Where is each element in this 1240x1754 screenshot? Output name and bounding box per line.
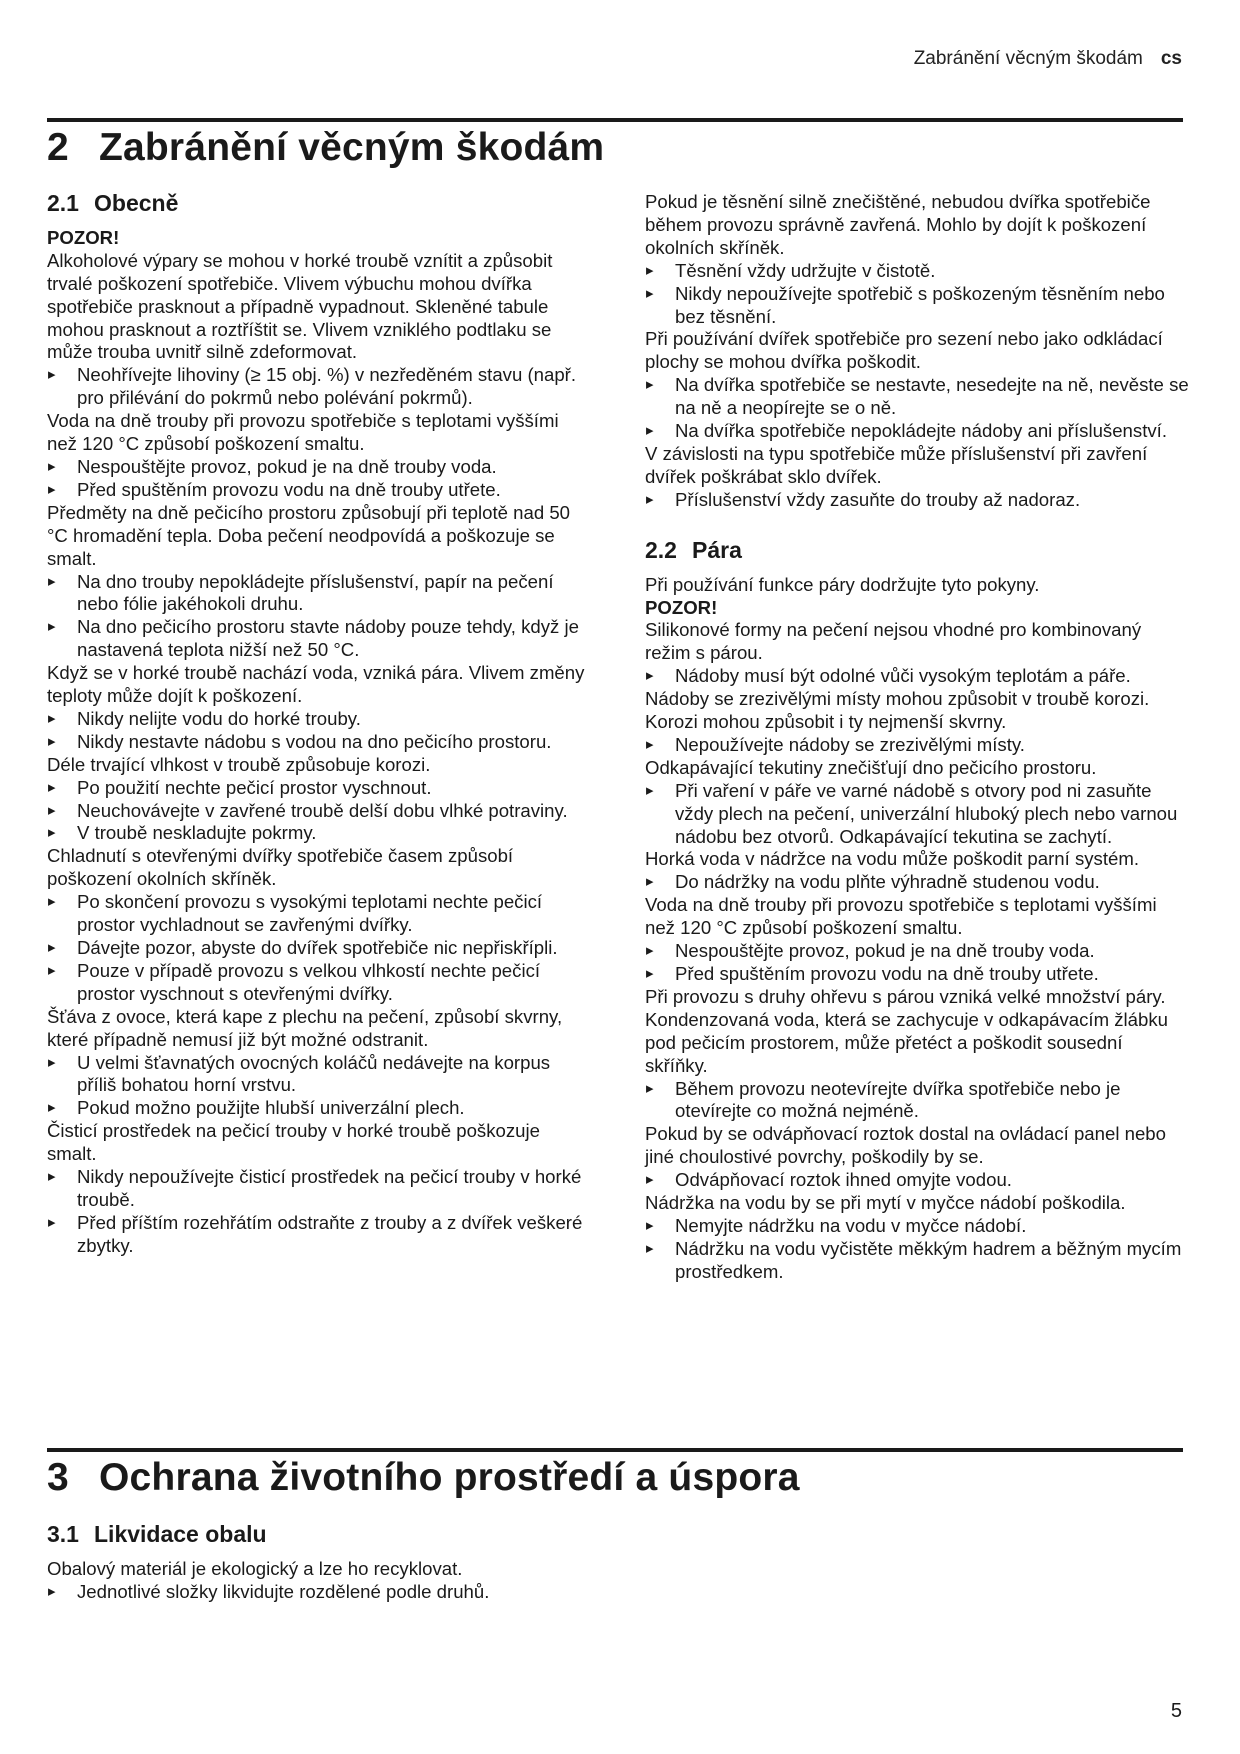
bullet-item: ▸ Jednotlivé složky likvidujte rozdělené podle druhů. bbox=[47, 1581, 667, 1604]
paragraph: Když se v horké troubě nachází voda, vzniká pára. Vlivem změny teploty může dojít k poškození. bbox=[47, 662, 585, 707]
bullet-item: ▸ Nespouštějte provoz, pokud je na dně trouby voda. bbox=[47, 456, 592, 479]
bullet-list bbox=[645, 780, 1190, 849]
bullet-list bbox=[47, 456, 592, 502]
left-column bbox=[47, 192, 592, 1258]
bullet-item: ▸ V troubě neskladujte pokrmy. bbox=[47, 822, 592, 845]
warning-label: POZOR! bbox=[47, 226, 120, 248]
subsection-2-1-heading bbox=[47, 192, 592, 215]
bullet-item: ▸ Na dno pečicího prostoru stavte nádoby pouze tehdy, když je nastavená teplota nižší než 50 °C. bbox=[47, 616, 592, 662]
section-2-rule bbox=[47, 118, 1183, 122]
bullet-item: ▸ Nemyjte nádržku na vodu v myčce nádobí. bbox=[645, 1215, 1190, 1238]
bullet-item: ▸ Příslušenství vždy zasuňte do trouby až nadoraz. bbox=[645, 489, 1190, 512]
bullet-item: ▸ Nikdy nestavte nádobu s vodou na dno pečicího prostoru. bbox=[47, 731, 592, 754]
subsection-2-1-title: Obecně bbox=[94, 190, 179, 216]
paragraph: Voda na dně trouby při provozu spotřebiče s teplotami vyššími než 120 °C způsobí poškození smaltu. bbox=[645, 894, 1157, 939]
bullet-item: ▸ Dávejte pozor, abyste do dvířek spotřebiče nic nepřiskřípli. bbox=[47, 937, 592, 960]
subsection-3-1-body bbox=[47, 1558, 667, 1604]
paragraph: Čisticí prostředek na pečicí trouby v horké troubě poškozuje smalt. bbox=[47, 1120, 540, 1165]
header-title: Zabránění věcným škodám bbox=[913, 48, 1143, 69]
paragraph: Šťáva z ovoce, která kape z plechu na pečení, způsobí skvrny, které případně nemusí již být možné odstranit. bbox=[47, 1005, 563, 1050]
subsection-3-1-heading bbox=[47, 1523, 667, 1546]
paragraph: Předměty na dně pečicího prostoru způsobují při teplotě nad 50 °C hromadění tepla. Doba pečení neodpovídá a poškozuje se smalt. bbox=[47, 501, 571, 569]
paragraph: Nádoby se zrezivělými místy mohou způsobit v troubě korozi. Korozi mohou způsobit i ty nejmenší skvrny. bbox=[645, 688, 1150, 733]
bullet-item: ▸ Nikdy nepoužívejte čisticí prostředek na pečicí trouby v horké troubě. bbox=[47, 1166, 592, 1212]
paragraph: Silikonové formy na pečení nejsou vhodné pro kombinovaný režim s párou. bbox=[645, 619, 1142, 664]
bullet-item: ▸ Těsnění vždy udržujte v čistotě. bbox=[645, 260, 1190, 283]
paragraph: Nádržka na vodu by se při mytí v myčce nádobí poškodila. bbox=[645, 1192, 1126, 1214]
bullet-list bbox=[47, 1166, 592, 1258]
bullet-list bbox=[47, 571, 592, 663]
bullet-list bbox=[645, 1078, 1190, 1124]
bullet-list bbox=[47, 1581, 667, 1604]
bullet-list bbox=[47, 364, 592, 410]
page-number: 5 bbox=[1170, 1700, 1182, 1722]
paragraph: Při používání dvířek spotřebiče pro sezení nebo jako odkládací plochy se mohou dvířka poškodit. bbox=[645, 328, 1163, 373]
bullet-list bbox=[645, 871, 1190, 894]
bullet-item: ▸ Při vaření v páře ve varné nádobě s otvory pod ni zasuňte vždy plech na pečení, univerzální hluboký plech nebo varnou nádobu bez otvorů. Odkapávající tekutina se zachytí. bbox=[645, 780, 1190, 849]
section-3-title: Ochrana životního prostředí a úspora bbox=[99, 1456, 800, 1499]
paragraph: Chladnutí s otevřenými dvířky spotřebiče časem způsobí poškození okolních skříněk. bbox=[47, 845, 514, 890]
bullet-item: ▸ Nádoby musí být odolné vůči vysokým teplotám a páře. bbox=[645, 665, 1190, 688]
bullet-item: ▸ Odvápňovací roztok ihned omyjte vodou. bbox=[645, 1169, 1190, 1192]
subsection-2-2-heading bbox=[645, 536, 1190, 563]
bullet-item: ▸ Neuchovávejte v zavřené troubě delší dobu vlhké potraviny. bbox=[47, 800, 592, 823]
bullet-list bbox=[47, 708, 592, 754]
subsection-2-1-number: 2.1 bbox=[47, 190, 79, 216]
paragraph: Pokud by se odvápňovací roztok dostal na ovládací panel nebo jiné choulostivé povrchy, poškodily by se. bbox=[645, 1123, 1166, 1168]
bullet-item: ▸ Pokud možno použijte hlubší univerzální plech. bbox=[47, 1097, 592, 1120]
subsection-2-2-body bbox=[645, 574, 1190, 1284]
bullet-item: ▸ Nikdy nepoužívejte spotřebič s poškozeným těsněním nebo bez těsnění. bbox=[645, 283, 1190, 329]
bullet-item: ▸ Během provozu neotevírejte dvířka spotřebiče nebo je otevírejte co možná nejméně. bbox=[645, 1078, 1190, 1124]
section-3-number: 3 bbox=[47, 1456, 69, 1499]
right-column-body bbox=[645, 191, 1190, 512]
bullet-list bbox=[645, 665, 1190, 688]
bullet-item: ▸ Na dno trouby nepokládejte příslušenství, papír na pečení nebo fólie jakéhokoli druhu. bbox=[47, 571, 592, 617]
bullet-item: ▸ Nádržku na vodu vyčistěte měkkým hadrem a běžným mycím prostředkem. bbox=[645, 1238, 1190, 1284]
bullet-list bbox=[47, 777, 592, 846]
paragraph: Horká voda v nádržce na vodu může poškodit parní systém. bbox=[645, 848, 1140, 870]
bullet-item: ▸ Do nádržky na vodu plňte výhradně studenou vodu. bbox=[645, 871, 1190, 894]
bullet-item: ▸ Před příštím rozehřátím odstraňte z trouby a z dvířek veškeré zbytky. bbox=[47, 1212, 592, 1258]
section-3-heading bbox=[47, 1456, 800, 1500]
bullet-item: ▸ U velmi šťavnatých ovocných koláčů nedávejte na korpus příliš bohatou horní vrstvu. bbox=[47, 1052, 592, 1098]
paragraph: Při používání funkce páry dodržujte tyto pokyny. bbox=[645, 573, 1040, 595]
bullet-list bbox=[645, 1169, 1190, 1192]
bullet-item: ▸ Před spuštěním provozu vodu na dně trouby utřete. bbox=[47, 479, 592, 502]
paragraph: V závislosti na typu spotřebiče může příslušenství při zavření dvířek poškrábat sklo dvířek. bbox=[645, 442, 1148, 487]
language-code: cs bbox=[1160, 48, 1182, 69]
subsection-2-2-number: 2.2 bbox=[645, 536, 677, 563]
bullet-item: ▸ Na dvířka spotřebiče nepokládejte nádoby ani příslušenství. bbox=[645, 420, 1190, 443]
bullet-list bbox=[47, 891, 592, 1006]
section-3-rule bbox=[47, 1448, 1183, 1452]
section-2-title: Zabránění věcným škodám bbox=[99, 126, 605, 169]
paragraph: Při provozu s druhy ohřevu s párou vzniká velké množství páry. Kondenzovaná voda, která se zachycuje v odkapávacím žlábku pod pečicím prostorem, může přetéct a poškodit sousední skříňky. bbox=[645, 985, 1169, 1076]
paragraph: Pokud je těsnění silně znečištěné, nebudou dvířka spotřebiče během provozu správně zavřená. Mohlo by dojít k poškození okolních skříněk. bbox=[645, 191, 1151, 258]
subsection-3-1-number: 3.1 bbox=[47, 1521, 79, 1547]
warning-label: POZOR! bbox=[645, 596, 718, 618]
bullet-list bbox=[47, 1052, 592, 1121]
paragraph: Voda na dně trouby při provozu spotřebiče s teplotami vyššími než 120 °C způsobí poškození smaltu. bbox=[47, 410, 559, 455]
bullet-item: ▸ Pouze v případě provozu s velkou vlhkostí nechte pečicí prostor vyschnout s otevřenými dvířky. bbox=[47, 960, 592, 1006]
section-3-column bbox=[47, 1523, 667, 1604]
bullet-item: ▸ Po skončení provozu s vysokými teplotami nechte pečicí prostor vychladnout se zavřenými dvířky. bbox=[47, 891, 592, 937]
bullet-item: ▸ Nespouštějte provoz, pokud je na dně trouby voda. bbox=[645, 940, 1190, 963]
running-header bbox=[914, 48, 1182, 70]
bullet-list bbox=[645, 1215, 1190, 1284]
bullet-list bbox=[645, 734, 1190, 757]
subsection-2-1-body bbox=[47, 227, 592, 1258]
bullet-list bbox=[645, 489, 1190, 512]
section-2-number: 2 bbox=[47, 126, 69, 169]
bullet-item: ▸ Po použití nechte pečicí prostor vyschnout. bbox=[47, 777, 592, 800]
right-column bbox=[645, 191, 1190, 1284]
subsection-3-1-title: Likvidace obalu bbox=[94, 1521, 267, 1547]
bullet-list bbox=[645, 260, 1190, 329]
bullet-item: ▸ Nikdy nelijte vodu do horké trouby. bbox=[47, 708, 592, 731]
section-2-heading bbox=[47, 126, 604, 170]
bullet-item: ▸ Nepoužívejte nádoby se zrezivělými místy. bbox=[645, 734, 1190, 757]
bullet-list bbox=[645, 374, 1190, 443]
paragraph: Obalový materiál je ekologický a lze ho recyklovat. bbox=[47, 1557, 463, 1579]
paragraph: Alkoholové výpary se mohou v horké troubě vznítit a způsobit trvalé poškození spotřebiče. Vlivem výbuchu mohou dvířka spotřebiče prasknout a případně vypadnout. Skleněné tabule mohou prasknout a roztříštit se. Vlivem vzniklého podtlaku se může trouba uvnitř silně zdeformovat. bbox=[47, 249, 553, 363]
paragraph: Odkapávající tekutiny znečišťují dno pečicího prostoru. bbox=[645, 756, 1097, 778]
bullet-item: ▸ Před spuštěním provozu vodu na dně trouby utřete. bbox=[645, 963, 1190, 986]
bullet-item: ▸ Neohřívejte lihoviny (≥ 15 obj. %) v nezředěném stavu (např. pro přilévání do pokrmů nebo polévání pokrmů). bbox=[47, 364, 592, 410]
bullet-list bbox=[645, 940, 1190, 986]
bullet-item: ▸ Na dvířka spotřebiče se nestavte, nesedejte na ně, nevěste se na ně a neopírejte se o ně. bbox=[645, 374, 1190, 420]
paragraph: Déle trvající vlhkost v troubě způsobuje korozi. bbox=[47, 753, 431, 775]
subsection-2-2-title: Pára bbox=[692, 536, 742, 563]
